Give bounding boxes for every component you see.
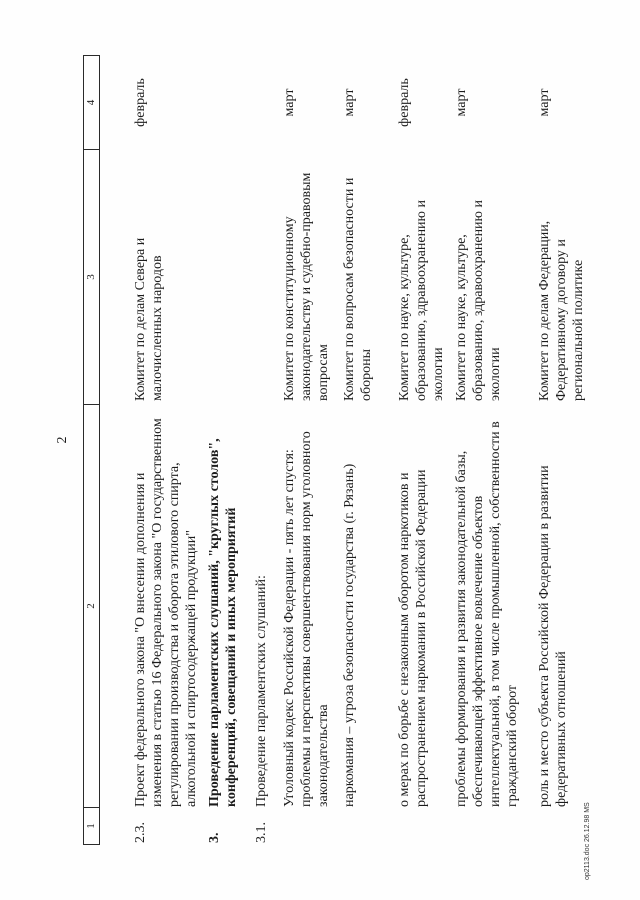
due-month: март [342, 88, 357, 117]
event-title [536, 405, 570, 807]
text-line: изменения в статью 16 Федерального закона "О государственном [150, 418, 165, 807]
text-line: интеллектуальной, в том числе промышленной, собственности в [488, 421, 503, 807]
table-row [536, 0, 586, 900]
text-line: Комитет по делам Федерации, [537, 220, 552, 401]
responsible-committee [536, 153, 587, 401]
section-title [206, 405, 240, 807]
text-line: малочисленных народов [150, 255, 165, 401]
due-month: февраль [397, 78, 412, 127]
text-line: Уголовный кодекс Российской Федерации - пять лет спустя: [282, 449, 297, 807]
table-row [396, 0, 446, 900]
item-number: 3.1. [254, 822, 269, 843]
text-line: федеративных отношений [554, 651, 569, 807]
text-line: вопросам [316, 344, 331, 401]
event-title [132, 405, 200, 807]
text-line: Комитет по науке, культуре, [454, 234, 469, 401]
text-line: проблемы формирования и развития законодательной базы, [454, 450, 469, 807]
text-line: региональной политике [571, 259, 586, 401]
header-col-1: 1 [85, 823, 97, 829]
responsible-committee [281, 153, 332, 401]
event-title [453, 405, 521, 807]
table-row [281, 0, 331, 900]
responsible-committee [132, 153, 166, 401]
text-line: конференций, совещаний и иных мероприятий [224, 507, 239, 807]
text-line: Проведение парламентских слушаний: [254, 575, 269, 807]
text-line: проблемы и перспективы совершенствования норм уголовного [299, 431, 314, 807]
page-number: 2 [55, 436, 70, 444]
item-number: 2.3. [133, 822, 148, 843]
table-row [132, 0, 199, 900]
section-heading-row [206, 0, 239, 900]
text-line: распространением наркомании в Российской Федерации [414, 469, 429, 807]
table-row [341, 0, 374, 900]
due-month: февраль [133, 78, 148, 127]
table-header-row [83, 55, 100, 845]
text-line: алкогольной и спиртосодержащей продукции" [184, 530, 199, 807]
table-row [453, 0, 520, 900]
text-line: Комитет по делам Севера и [133, 237, 148, 401]
text-line: законодательству и судебно-правовым [299, 172, 314, 401]
text-line: роль и место субъекта Российской Федерации в развитии [537, 465, 552, 807]
subsection-row [253, 0, 270, 900]
subsection-title [253, 405, 270, 807]
due-month: март [454, 88, 469, 117]
text-line: о мерах по борьбе с незаконным оборотом наркотиков и [397, 472, 412, 807]
due-month: март [537, 88, 552, 117]
event-title [341, 405, 358, 807]
text-line: экологии [431, 347, 446, 401]
header-col-2: 2 [84, 405, 99, 808]
text-line: образованию, здравоохранению и [414, 199, 429, 401]
text-line: Комитет по конституционному [282, 216, 297, 401]
text-line: Комитет по науке, культуре, [397, 234, 412, 401]
text-line: наркомания – угроза безопасности государства (г. Рязань) [342, 463, 357, 807]
text-line: Федеративному договору и [554, 239, 569, 401]
event-title [281, 405, 332, 807]
text-line: Проект федерального закона "О внесении дополнения и [133, 472, 148, 807]
item-number: 3. [207, 832, 222, 843]
responsible-committee [396, 153, 447, 401]
text-line: экологии [488, 347, 503, 401]
responsible-committee [453, 153, 504, 401]
header-col-3: 3 [84, 150, 99, 405]
text-line: образованию, здравоохранению и [471, 199, 486, 401]
due-month: март [282, 88, 297, 117]
responsible-committee [341, 153, 375, 401]
text-line: Проведение парламентских слушаний, "круглых столов", [207, 438, 222, 807]
text-line: гражданский оборот [505, 684, 520, 807]
text-line: законодательства [316, 704, 331, 807]
text-line: обороны [359, 348, 374, 401]
text-line: регулировании производства и оборота этилового спирта, [167, 462, 182, 807]
text-line: Комитет по вопросам безопасности и [342, 177, 357, 401]
file-footer: op2113.doc 26.12.98 MS [584, 802, 591, 880]
header-col-4: 4 [84, 56, 99, 150]
event-title [396, 405, 430, 807]
text-line: обеспечивающей эффективное вовлечение объектов [471, 495, 486, 807]
